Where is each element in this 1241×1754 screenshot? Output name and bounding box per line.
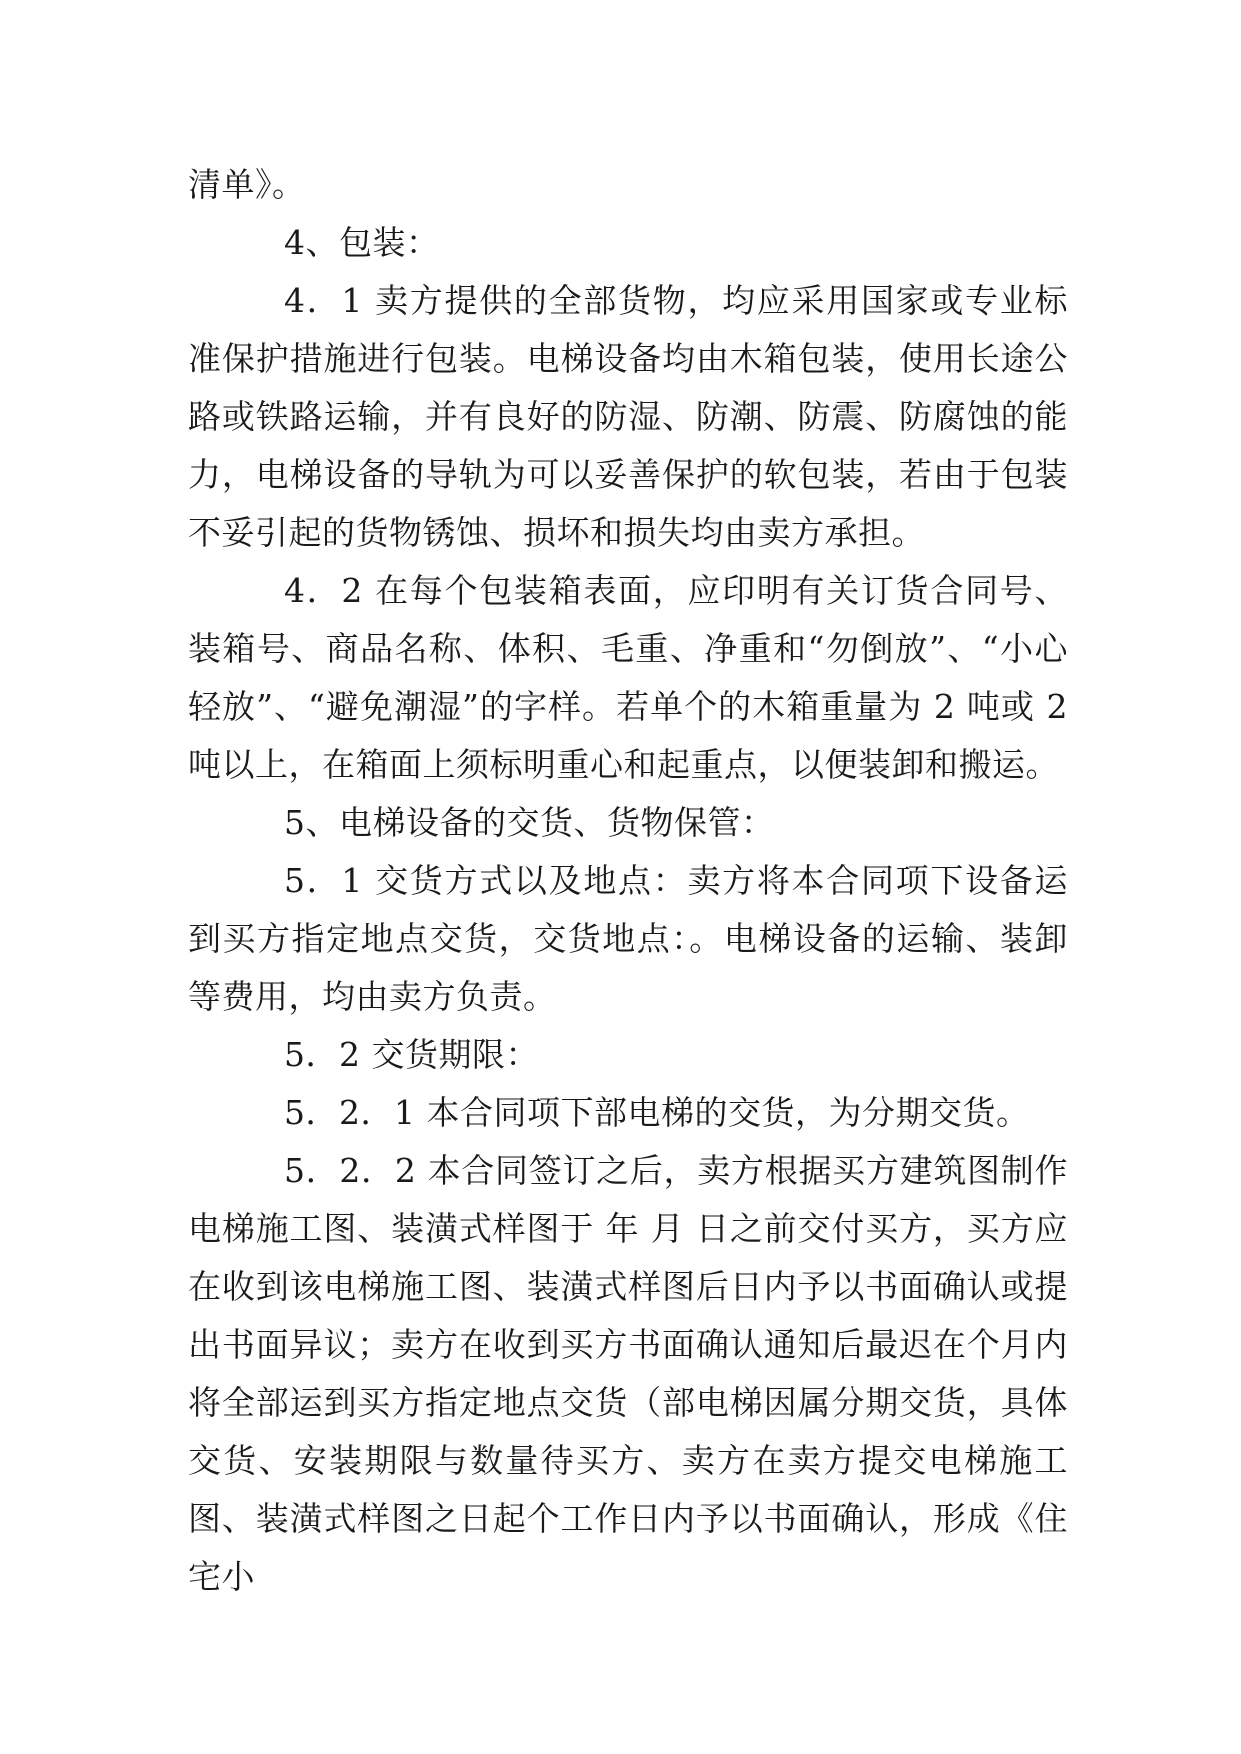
document-body: [188, 156, 1068, 1606]
section-heading-delivery: 5、电梯设备的交货、货物保管：: [284, 803, 775, 842]
paragraph-5-2-1: 5．2．1 本合同项下部电梯的交货，为分期交货。: [284, 1093, 1030, 1132]
paragraph-5-2-2: 5．2．2 本合同签订之后，卖方根据买方建筑图制作电梯施工图、装潢式样图于 年 月 日之前交付买方，买方应在收到该电梯施工图、装潢式样图后日内予以书面确认或提出书面异议；卖方在收到买方书面确认通知后最迟在个月内将全部运到买方指定地点交货（部电梯因属分期交货，具体交货、安装期限与数量待买方、卖方在卖方提交电梯施工图、装潢式样图之日起个工作日内予以书面确认，形成《住宅小: [188, 1151, 1068, 1596]
paragraph-4-2: 4．2 在每个包装箱表面，应印明有关订货合同号、装箱号、商品名称、体积、毛重、净重和“勿倒放”、“小心轻放”、“避免潮湿”的字样。若单个的木箱重量为 2 吨或 2 吨以上，在箱面上须标明重心和起重点，以便装卸和搬运。: [188, 571, 1068, 784]
paragraph-5-2: 5．2 交货期限：: [284, 1035, 539, 1074]
paragraph-5-1: 5．1 交货方式以及地点：卖方将本合同项下设备运到买方指定地点交货，交货地点：。电梯设备的运输、装卸等费用，均由卖方负责。: [188, 861, 1068, 1016]
paragraph-4-1: 4．1 卖方提供的全部货物，均应采用国家或专业标准保护措施进行包装。电梯设备均由木箱包装，使用长途公路或铁路运输，并有良好的防湿、防潮、防震、防腐蚀的能力，电梯设备的导轨为可以妥善保护的软包装，若由于包装不妥引起的货物锈蚀、损坏和损失均由卖方承担。: [188, 281, 1068, 552]
paragraph-0: 清单》。: [188, 165, 306, 204]
section-heading-packaging: 4、包装：: [284, 223, 440, 262]
